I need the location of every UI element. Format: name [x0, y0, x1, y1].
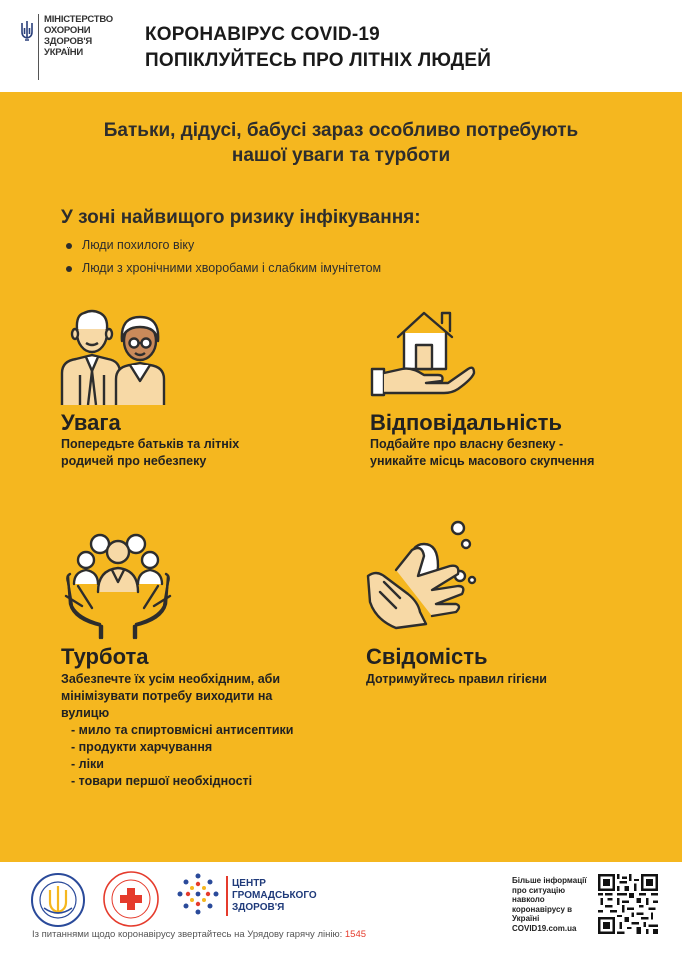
page-title — [145, 22, 491, 74]
elderly-couple-icon — [58, 305, 170, 405]
hotline-number: 1545 — [344, 929, 367, 940]
card-text-line: Попередьте батьків та літніх — [61, 437, 240, 451]
subtitle-line: нашої уваги та турботи — [231, 145, 451, 166]
public-health-center-logo — [176, 872, 220, 916]
handwashing-icon — [362, 520, 482, 630]
ministry-logo — [30, 872, 86, 928]
card-text-line: родичей про небезпеку — [61, 454, 207, 468]
title-line: КОРОНАВІРУС COVID-19 — [145, 24, 380, 45]
phc-line: ЗДОРОВ'Я — [232, 902, 285, 913]
phc-line: ГРОМАДСЬКОГО — [232, 890, 317, 901]
qr-code — [598, 874, 658, 934]
ministry-divider — [38, 14, 39, 80]
poster-subtitle — [0, 118, 682, 168]
card-text-awareness — [366, 671, 547, 688]
card-text-line: - товари першої необхідності — [71, 774, 253, 788]
red-cross-logo — [102, 870, 160, 928]
risk-title: У зоні найвищого ризику інфікування: — [61, 207, 421, 228]
card-text-line: - мило та спиртовмісні антисептики — [71, 723, 294, 737]
card-heading-responsibility: Відповідальність — [370, 410, 562, 435]
card-text-line: уникайте місць масового скупчення — [370, 454, 595, 468]
card-text-line: вулицю — [61, 706, 110, 720]
list-item: Люди з хронічними хворобами і слабким імунітетом — [66, 257, 381, 280]
trident-icon — [20, 20, 34, 42]
phc-divider — [226, 876, 228, 916]
hotline-label: Із питаннями щодо коронавірусу звертайтесь на Урядову гарячу лінію: — [32, 929, 345, 940]
card-heading-awareness: Свідомість — [366, 644, 488, 669]
phc-line: ЦЕНТР — [232, 878, 266, 889]
card-text-line: Подбайте про власну безпеку - — [370, 437, 564, 451]
card-text-care — [61, 671, 293, 790]
house-in-hand-icon — [368, 303, 476, 398]
people-in-hands-icon — [62, 520, 174, 640]
ministry-name — [44, 14, 113, 58]
card-heading-attention: Увага — [61, 410, 121, 435]
card-text-line: - продукти харчування — [71, 740, 213, 754]
title-line: ПОПІКЛУЙТЕСЬ ПРО ЛІТНІХ ЛЮДЕЙ — [145, 50, 492, 71]
card-text-attention — [61, 436, 239, 470]
card-text-line: - ліки — [71, 757, 104, 771]
card-heading-care: Турбота — [61, 644, 149, 669]
subtitle-line: Батьки, дідусі, бабусі зараз особливо потребують — [103, 120, 579, 141]
ministry-line: ОХОРОНИ — [44, 25, 91, 36]
list-item: Люди похилого віку — [66, 234, 381, 257]
card-text-line: Дотримуйтесь правил гігієни — [366, 672, 547, 686]
card-text-line: мінімізувати потребу виходити на — [61, 689, 273, 703]
ministry-line: УКРАЇНИ — [44, 47, 83, 58]
card-text-line: Забезпечте їх усім необхідним, аби — [61, 672, 281, 686]
ministry-line: ЗДОРОВ'Я — [44, 36, 93, 47]
risk-list — [66, 234, 381, 280]
ministry-line: МІНІСТЕРСТВО — [44, 14, 113, 25]
card-text-responsibility — [370, 436, 594, 470]
more-info-text: Більше інформації про ситуацію навколо коронавірусу в Україні COVID19.com.ua — [512, 876, 587, 933]
hotline-text — [32, 929, 366, 940]
phc-name — [232, 878, 317, 914]
